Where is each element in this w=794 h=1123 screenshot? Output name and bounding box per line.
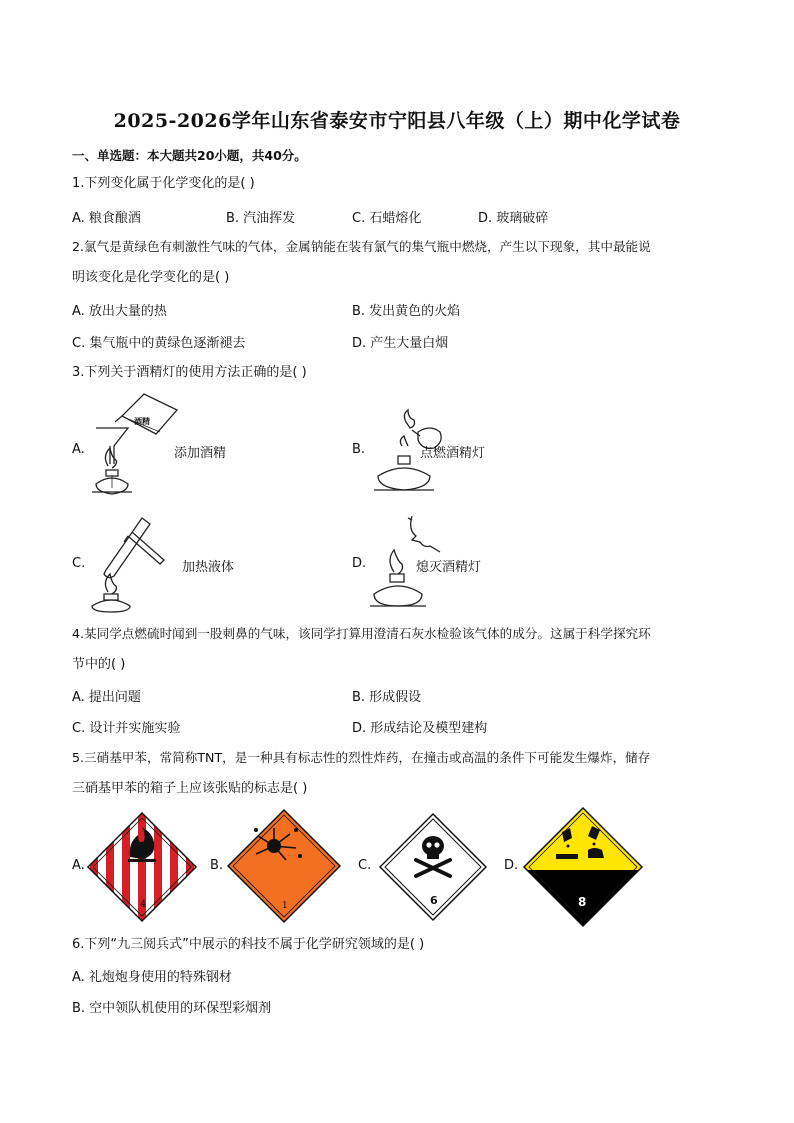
- q1-option-c[interactable]: C. 石蜡熔化: [352, 211, 422, 226]
- q3-option-b-caption: 点燃酒精灯: [420, 446, 486, 461]
- alcohol-bottle-label: 酒精: [134, 417, 150, 426]
- q2-option-d[interactable]: D. 产生大量白烟: [352, 336, 449, 351]
- q3-option-c-letter[interactable]: C.: [72, 556, 86, 571]
- q2-option-c[interactable]: C. 集气瓶中的黄绿色逐渐褪去: [72, 336, 246, 351]
- toxic-skull-sign: [378, 812, 488, 922]
- q4-option-b[interactable]: B. 形成假设: [352, 690, 422, 705]
- question-2-stem-line1: 2.氯气是黄绿色有刺激性气味的气体，金属钠能在装有氯气的集气瓶中燃烧，产生以下现象，其中最能说: [72, 239, 651, 254]
- q5-option-a-letter[interactable]: A.: [72, 858, 85, 873]
- question-5-stem-line1: 5.三硝基甲苯，常简称TNT，是一种具有标志性的烈性炸药，在撞击或高温的条件下可能发生爆炸，储存: [72, 750, 651, 765]
- q3-option-d-letter[interactable]: D.: [352, 556, 367, 571]
- q6-option-b[interactable]: B. 空中领队机使用的环保型彩烟剂: [72, 1001, 272, 1016]
- question-5-stem-line2: 三硝基甲苯的箱子上应该张贴的标志是( ): [72, 781, 308, 796]
- sign-d-number: 8: [578, 895, 587, 909]
- q1-option-a[interactable]: A. 粮食酿酒: [72, 211, 141, 226]
- q4-option-d[interactable]: D. 形成结论及模型建构: [352, 721, 488, 736]
- question-4-stem-line1: 4.某同学点燃硫时闻到一股刺鼻的气味，该同学打算用澄清石灰水检验该气体的成分。这属于科学探究环: [72, 626, 651, 641]
- q3-option-b-letter[interactable]: B.: [352, 442, 366, 457]
- q6-option-a[interactable]: A. 礼炮炮身使用的特殊钢材: [72, 970, 232, 985]
- question-3-stem: 3.下列关于酒精灯的使用方法正确的是( ): [72, 365, 307, 380]
- corrosive-sign: [522, 806, 644, 928]
- q5-option-c-letter[interactable]: C.: [358, 858, 372, 873]
- page-title: 2025-2026学年山东省泰安市宁阳县八年级（上）期中化学试卷: [113, 110, 681, 132]
- question-6-stem: 6.下列“九三阅兵式”中展示的科技不属于化学研究领域的是( ): [72, 937, 425, 952]
- question-2-stem-line2: 明该变化是化学变化的是( ): [72, 270, 230, 285]
- sign-a-number: 4: [140, 899, 147, 910]
- q1-option-b[interactable]: B. 汽油挥发: [226, 211, 296, 226]
- q3-option-d-caption: 熄灭酒精灯: [416, 560, 482, 575]
- q2-option-a[interactable]: A. 放出大量的热: [72, 304, 167, 319]
- q4-option-a[interactable]: A. 提出问题: [72, 690, 141, 705]
- section-heading: 一、单选题：本大题共20小题，共40分。: [72, 148, 307, 163]
- add-alcohol-illustration: [82, 388, 182, 496]
- q5-option-b-letter[interactable]: B.: [210, 858, 224, 873]
- explosive-sign: [226, 808, 342, 924]
- heat-liquid-illustration: [88, 508, 180, 612]
- q3-option-c-caption: 加热液体: [182, 560, 235, 575]
- q1-option-d[interactable]: D. 玻璃破碎: [478, 211, 549, 226]
- q5-option-d-letter[interactable]: D.: [504, 858, 519, 873]
- q3-option-a-caption: 添加酒精: [174, 446, 227, 461]
- q3-option-a-letter[interactable]: A.: [72, 442, 85, 457]
- sign-c-number: 6: [430, 894, 438, 907]
- flammable-solid-sign: [86, 811, 198, 923]
- question-1-stem: 1.下列变化属于化学变化的是( ): [72, 176, 255, 191]
- q2-option-b[interactable]: B. 发出黄色的火焰: [352, 304, 461, 319]
- question-4-stem-line2: 节中的( ): [72, 657, 126, 672]
- sign-b-number: 1: [282, 901, 288, 911]
- q4-option-c[interactable]: C. 设计并实施实验: [72, 721, 181, 736]
